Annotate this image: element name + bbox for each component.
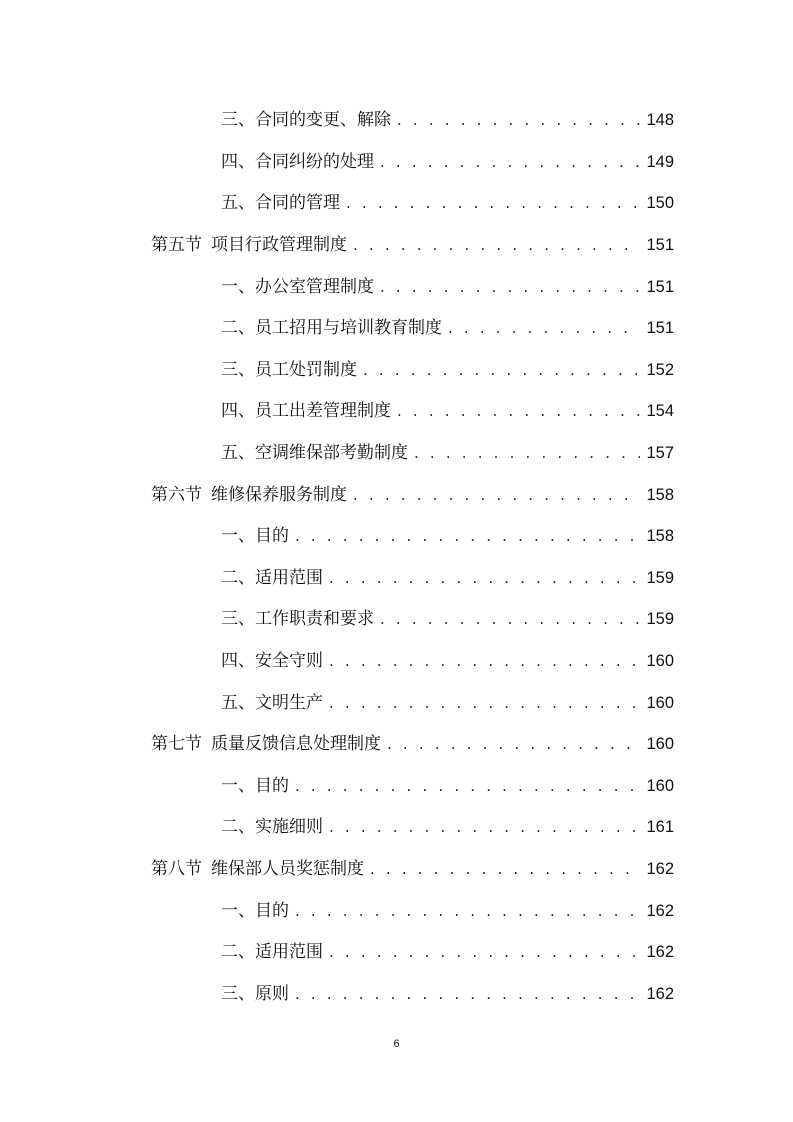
toc-entry-page: 161 <box>646 818 674 837</box>
toc-entry[interactable] <box>0 887 793 929</box>
toc-dot-leader <box>387 735 640 753</box>
toc-entry-page: 160 <box>646 735 674 754</box>
toc-entry[interactable] <box>0 596 793 638</box>
toc-dot-leader <box>353 236 640 254</box>
toc-entry-title: 维修保养服务制度 <box>211 484 347 505</box>
toc-entry[interactable] <box>0 263 793 305</box>
toc-entry-title: 二、实施细则 <box>221 817 323 838</box>
toc-entry[interactable] <box>0 347 793 389</box>
toc-section-number: 第七节 <box>151 734 202 755</box>
toc-section-heading <box>151 729 381 754</box>
toc-entry-page: 150 <box>646 194 674 213</box>
toc-entry-title: 三、合同的变更、解除 <box>221 110 391 131</box>
toc-entry[interactable] <box>0 180 793 222</box>
toc-entry-title: 三、工作职责和要求 <box>221 609 374 630</box>
toc-entry[interactable] <box>0 555 793 597</box>
toc-entry-page: 159 <box>646 610 674 629</box>
toc-entry[interactable] <box>0 388 793 430</box>
toc-entry-page: 152 <box>646 360 674 379</box>
toc-section-heading <box>151 854 364 879</box>
toc-entry-title: 项目行政管理制度 <box>211 235 347 256</box>
toc-entry-title: 五、文明生产 <box>221 692 323 713</box>
toc-dot-leader <box>380 610 640 628</box>
toc-entry-title: 一、办公室管理制度 <box>221 276 374 297</box>
toc-entry-title: 维保部人员奖惩制度 <box>211 858 364 879</box>
toc-entry-page: 158 <box>646 527 674 546</box>
toc-dot-leader <box>363 361 640 379</box>
toc-section-entry[interactable] <box>0 846 793 888</box>
toc-entry-title: 三、员工处罚制度 <box>221 359 357 380</box>
toc-section-entry[interactable] <box>0 471 793 513</box>
toc-dot-leader <box>380 278 640 296</box>
toc-entry[interactable] <box>0 804 793 846</box>
toc-entry[interactable] <box>0 763 793 805</box>
toc-section-heading <box>151 230 347 255</box>
toc-dot-leader <box>397 111 640 129</box>
toc-dot-leader <box>295 527 640 545</box>
toc-dot-leader <box>346 194 640 212</box>
toc-entry-page: 162 <box>646 901 674 920</box>
toc-section-number: 第六节 <box>151 484 202 505</box>
toc-entry[interactable] <box>0 513 793 555</box>
toc-entry-title: 质量反馈信息处理制度 <box>211 734 381 755</box>
toc-entry-title: 一、目的 <box>221 775 289 796</box>
toc-entry-page: 149 <box>646 152 674 171</box>
toc-entry[interactable] <box>0 929 793 971</box>
toc-dot-leader <box>414 444 640 462</box>
table-of-contents <box>0 97 793 1012</box>
toc-section-number: 第五节 <box>151 235 202 256</box>
toc-entry-page: 151 <box>646 319 674 338</box>
toc-section-heading <box>151 480 347 505</box>
page-number: 6 <box>393 1038 400 1050</box>
toc-entry[interactable] <box>0 139 793 181</box>
toc-entry-page: 151 <box>646 277 674 296</box>
toc-entry[interactable] <box>0 638 793 680</box>
toc-entry-title: 四、安全守则 <box>221 651 323 672</box>
toc-dot-leader <box>380 153 640 171</box>
toc-entry-title: 四、员工出差管理制度 <box>221 401 391 422</box>
toc-dot-leader <box>295 985 640 1003</box>
toc-entry-page: 160 <box>646 652 674 671</box>
toc-entry-page: 154 <box>646 402 674 421</box>
toc-entry-page: 151 <box>646 236 674 255</box>
toc-entry-page: 158 <box>646 485 674 504</box>
toc-dot-leader <box>329 818 640 836</box>
toc-entry-title: 一、目的 <box>221 900 289 921</box>
toc-entry-title: 五、空调维保部考勤制度 <box>221 443 408 464</box>
toc-section-number: 第八节 <box>151 858 202 879</box>
toc-entry-page: 160 <box>646 776 674 795</box>
toc-entry-page: 162 <box>646 859 674 878</box>
toc-entry-page: 162 <box>646 984 674 1003</box>
toc-entry[interactable] <box>0 679 793 721</box>
toc-entry[interactable] <box>0 305 793 347</box>
toc-entry-page: 157 <box>646 444 674 463</box>
toc-entry-title: 二、适用范围 <box>221 942 323 963</box>
toc-entry-title: 一、目的 <box>221 526 289 547</box>
toc-section-entry[interactable] <box>0 721 793 763</box>
toc-dot-leader <box>295 902 640 920</box>
toc-entry-title: 二、员工招用与培训教育制度 <box>221 318 442 339</box>
toc-section-entry[interactable] <box>0 222 793 264</box>
toc-entry-page: 162 <box>646 943 674 962</box>
toc-dot-leader <box>370 860 640 878</box>
toc-entry[interactable] <box>0 430 793 472</box>
toc-dot-leader <box>397 402 640 420</box>
toc-dot-leader <box>329 652 640 670</box>
toc-entry[interactable] <box>0 97 793 139</box>
toc-entry-title: 五、合同的管理 <box>221 193 340 214</box>
toc-entry-title: 二、适用范围 <box>221 567 323 588</box>
toc-dot-leader <box>353 486 640 504</box>
toc-entry-page: 160 <box>646 693 674 712</box>
toc-entry-page: 148 <box>646 111 674 130</box>
toc-dot-leader <box>329 694 640 712</box>
toc-dot-leader <box>295 777 640 795</box>
toc-dot-leader <box>448 319 640 337</box>
toc-entry-page: 159 <box>646 568 674 587</box>
toc-dot-leader <box>329 943 640 961</box>
toc-entry-title: 四、合同纠纷的处理 <box>221 151 374 172</box>
toc-entry-title: 三、原则 <box>221 983 289 1004</box>
toc-entry[interactable] <box>0 970 793 1012</box>
toc-dot-leader <box>329 569 640 587</box>
